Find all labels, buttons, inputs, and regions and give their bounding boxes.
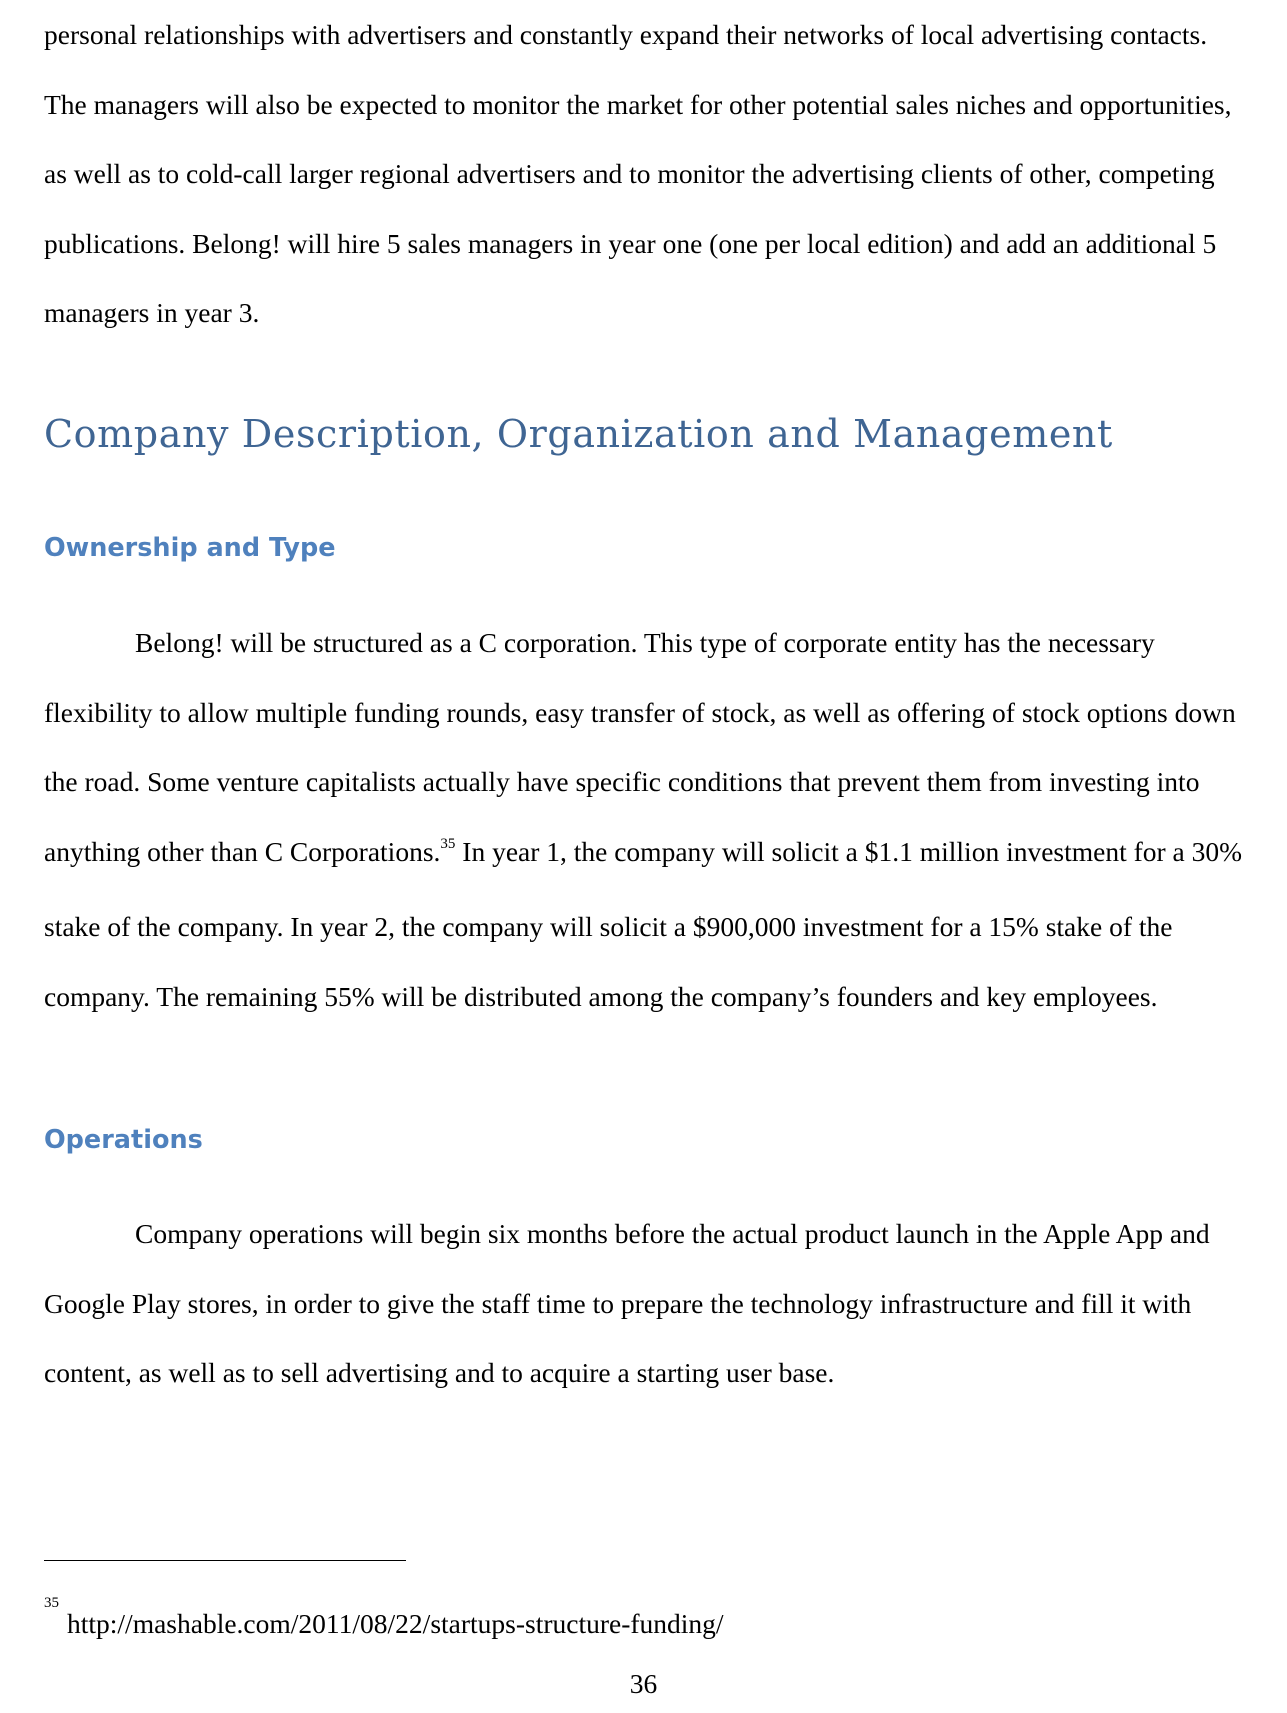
footnote [44,1594,724,1640]
operations-paragraph: Company operations will begin six months before the actual product launch in the Apple App and Google Play stores, in order to give the staff time to prepare the technology infrastructure and fill it with content, as well as to sell advertising and to acquire a starting user base. [44,1218,1210,1388]
section-title: Company Description, Organization and Management [44,412,1113,456]
footnote-separator [44,1560,406,1561]
ownership-heading: Ownership and Type [44,533,336,563]
ownership-text-part1: Belong! will be structured as a C corporation. This type of corporate entity has the necessary flexibility to allow multiple funding rounds, easy transfer of stock, as well as offering of stock options down the road. Some venture capitalists actually have specific conditions that prevent them from investing into anything other than C Corporations. [44,627,1236,867]
footnote-link[interactable]: http://mashable.com/2011/08/22/startups-structure-funding/ [67,1608,724,1639]
operations-heading: Operations [44,1125,203,1155]
footnote-reference[interactable]: 35 [440,835,456,852]
ownership-paragraph [44,608,1244,1031]
intro-paragraph: personal relationships with advertisers and constantly expand their networks of local advertising contacts. The managers will also be expected to monitor the market for other potential sales niches and opportunities, as well as to cold-call larger regional advertisers and to monitor the advertising clients of other, competing publications. Belong! will hire 5 sales managers in year one (one per local edition) and add an additional 5 managers in year 3. [44,19,1232,328]
page-number: 36 [629,1668,658,1699]
ownership-text-part2: In year 1, the company will solicit a $1.1 million investment for a 30% stake of the company. In year 2, the company will solicit a $900,000 investment for a 15% stake of the company. The remaining 55% will be distributed among the company’s founders and key employees. [44,835,1243,1012]
footnote-number: 35 [44,1594,59,1611]
